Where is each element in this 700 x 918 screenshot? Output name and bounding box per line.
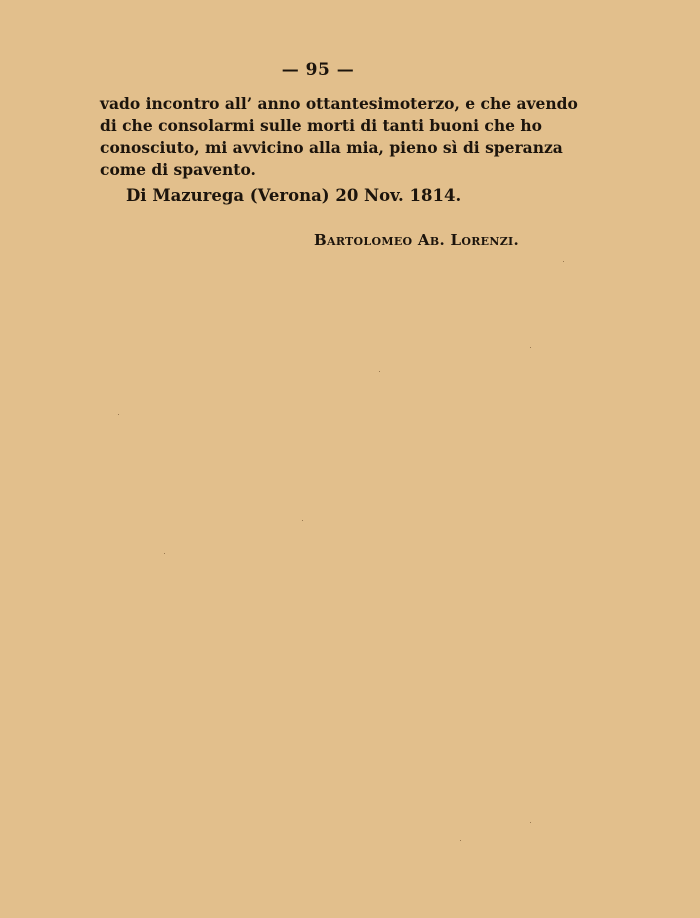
paper-speck [460, 840, 461, 841]
paper-speck [563, 261, 564, 262]
paper-speck [530, 347, 531, 348]
paper-speck [530, 822, 531, 823]
text-line-4: come di spavento. [100, 160, 256, 179]
paper-speck [302, 520, 303, 521]
body-paragraph [100, 93, 578, 181]
text-line-1: vado incontro all’ anno ottantesimoterzo, e che avendo [100, 94, 578, 113]
page-number: — 95 — [281, 60, 355, 80]
dateline: Di Mazurega (Verona) 20 Nov. 1814. [126, 186, 462, 205]
paper-speck [164, 553, 165, 554]
paper-speck [379, 371, 380, 372]
text-line-2: di che consolarmi sulle morti di tanti buoni che ho [100, 116, 542, 135]
signature: Bartolomeo Ab. Lorenzi. [314, 231, 519, 249]
paper-speck [118, 414, 119, 415]
text-line-3: conosciuto, mi avvicino alla mia, pieno sì di speranza [100, 138, 563, 157]
